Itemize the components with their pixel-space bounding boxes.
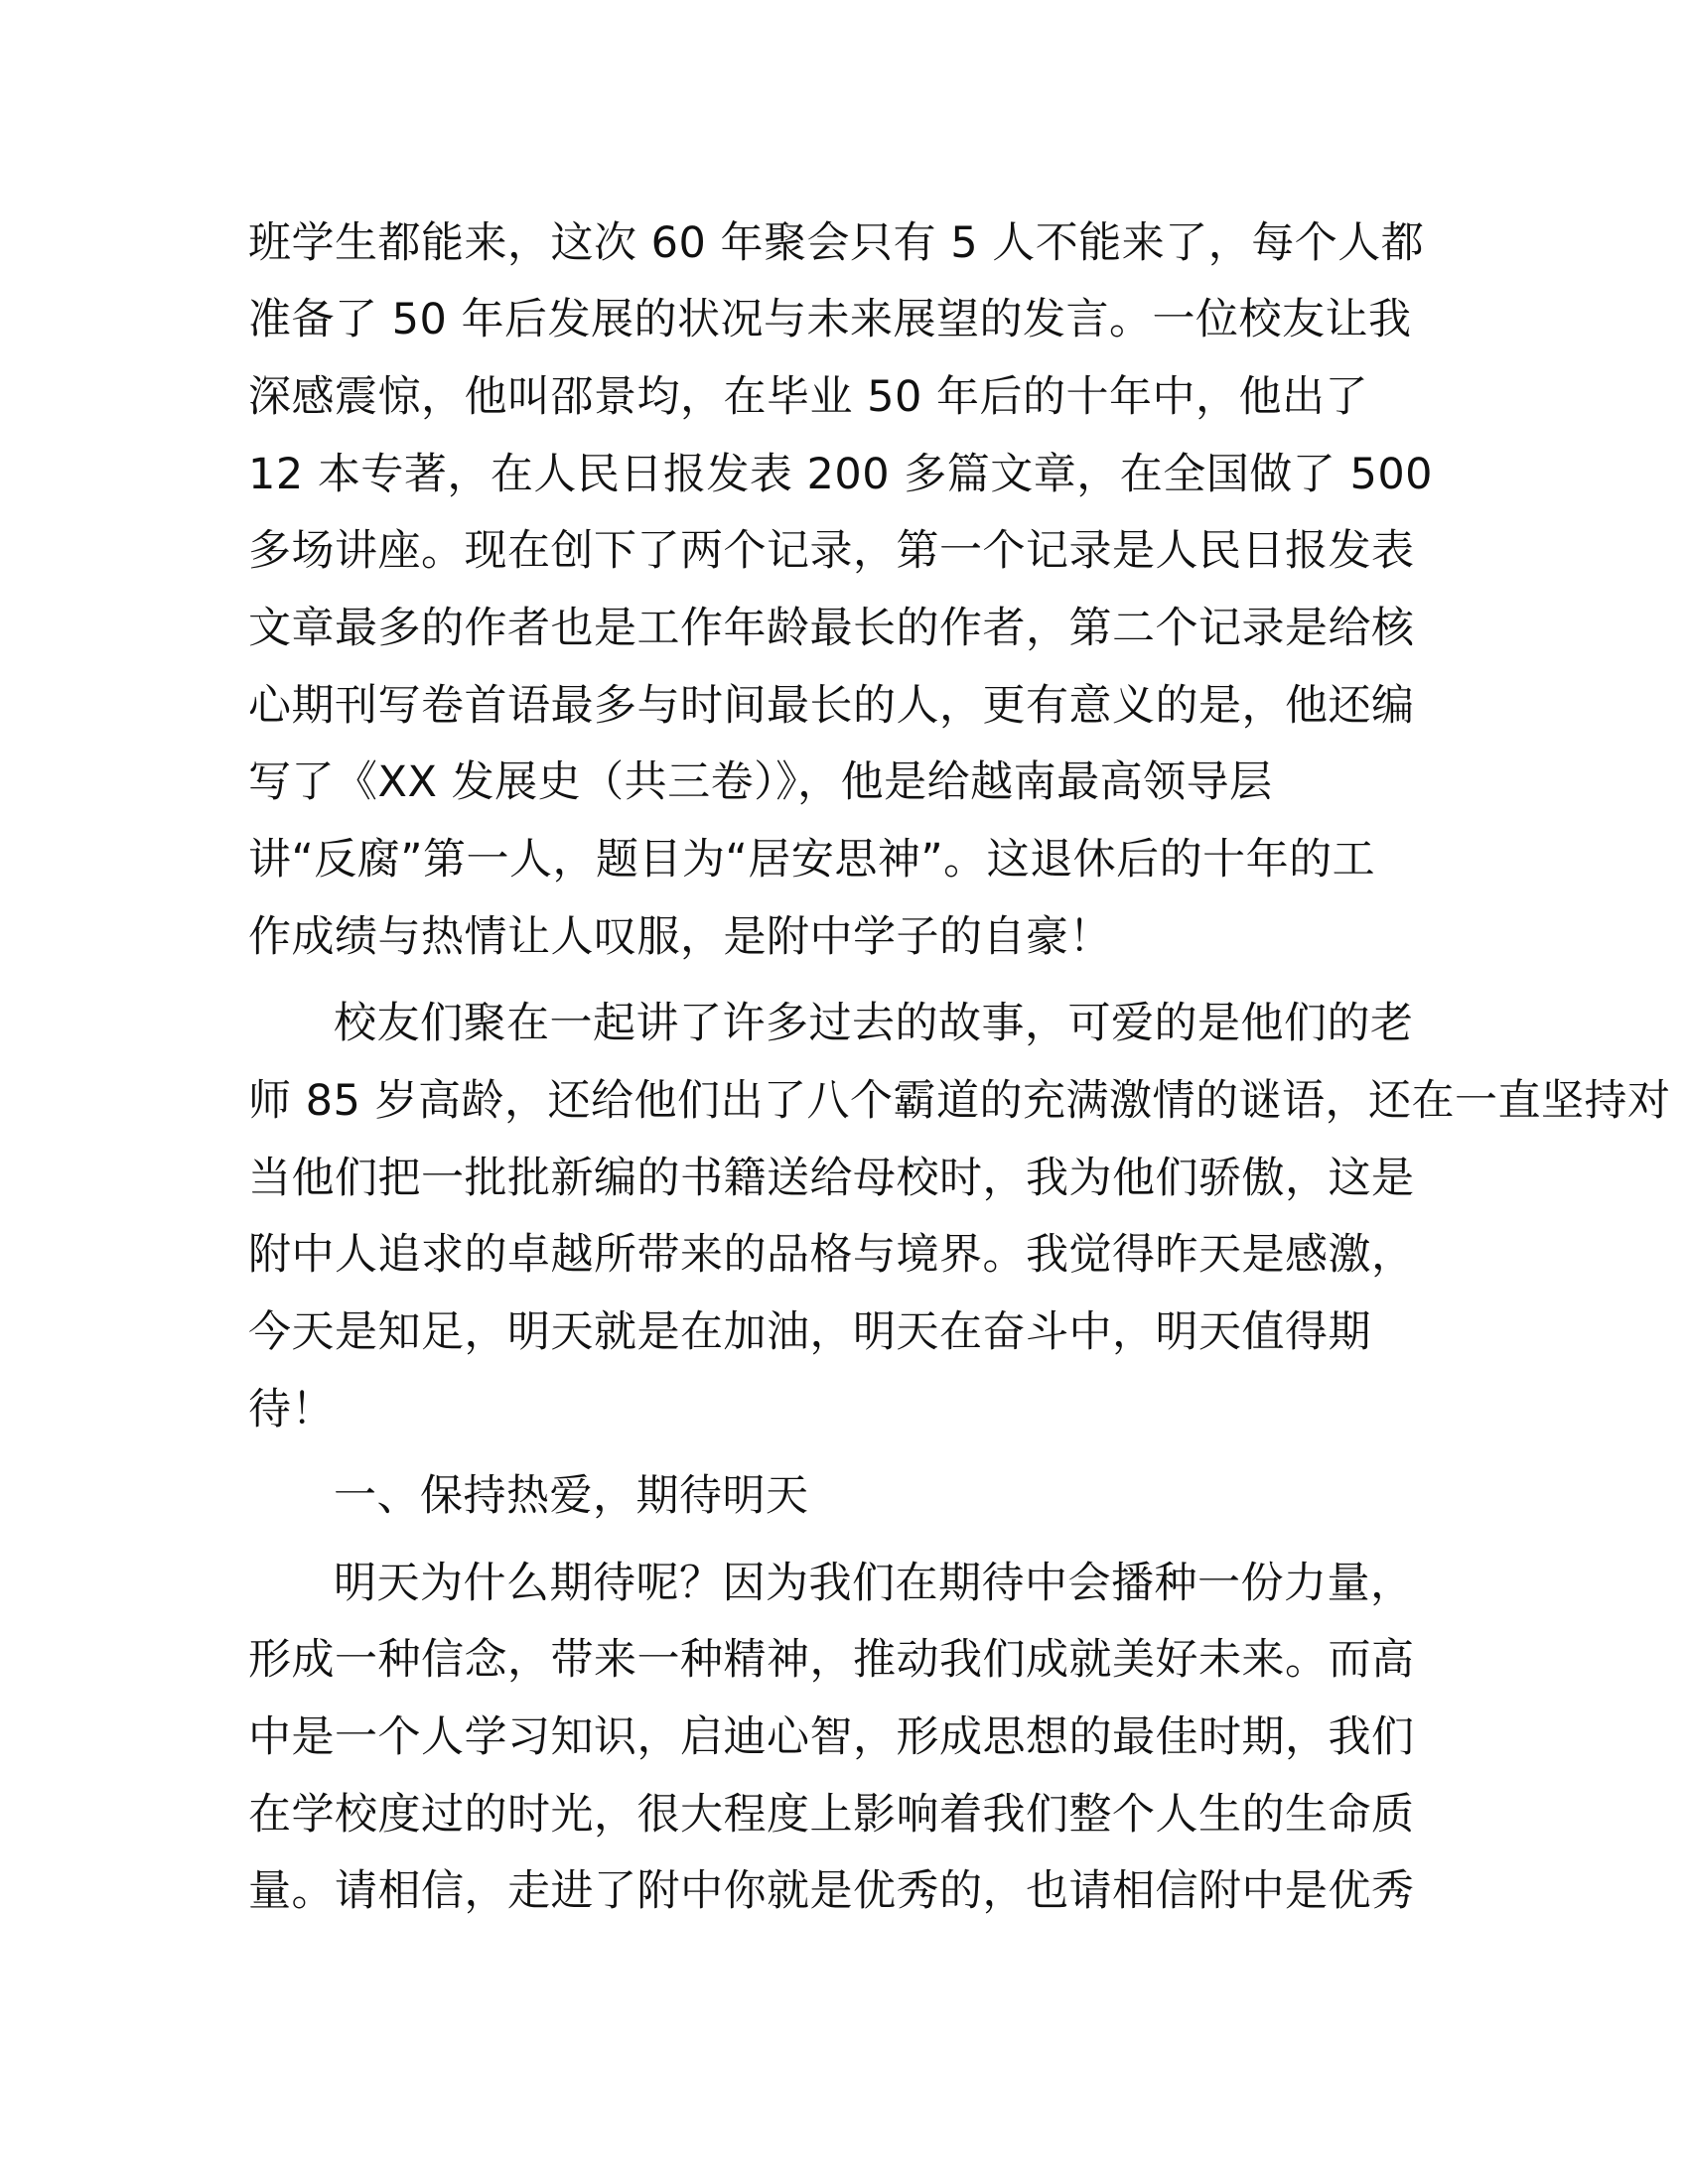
text-line: 班学生都能来，这次 60 年聚会只有 5 人不能来了，每个人都 xyxy=(248,218,1425,268)
text-line: 当他们把一批批新编的书籍送给母校时，我为他们骄傲，这是 xyxy=(248,1154,1415,1203)
text-line: 形成一种信念，带来一种精神，推动我们成就美好未来。而高 xyxy=(248,1635,1415,1685)
text-line: 深感震惊，他叫邵景均，在毕业 50 年后的十年中，他出了 xyxy=(248,372,1369,422)
text-line: 讲“反腐”第一人，题目为“居安思神”。这退休后的十年的工 xyxy=(248,835,1376,885)
text-line: 心期刊写卷首语最多与时间最长的人，更有意义的是，他还编 xyxy=(248,681,1415,731)
text-line: 师 85 岁高龄，还给他们出了八个霸道的充满激情的谜语，还在一直坚持对 xyxy=(248,1076,1671,1126)
text-line: 准备了 50 年后发展的状况与未来展望的发言。一位校友让我 xyxy=(248,295,1412,344)
paragraph-first-line: 明天为什么期待呢？因为我们在期待中会播种一份力量， xyxy=(334,1559,1414,1608)
section-heading: 一、保持热爱，期待明天 xyxy=(334,1471,809,1521)
text-line: 在学校度过的时光，很大程度上影响着我们整个人生的生命质 xyxy=(248,1790,1415,1840)
text-line: 多场讲座。现在创下了两个记录，第一个记录是人民日报发表 xyxy=(248,526,1415,576)
text-line: 附中人追求的卓越所带来的品格与境界。我觉得昨天是感激， xyxy=(248,1230,1415,1280)
text-line: 中是一个人学习知识，启迪心智，形成思想的最佳时期，我们 xyxy=(248,1712,1415,1762)
paragraph-first-line: 校友们聚在一起讲了许多过去的故事，可爱的是他们的老 xyxy=(334,999,1414,1048)
text-line: 待！ xyxy=(248,1385,335,1434)
text-line: 12 本专著，在人民日报发表 200 多篇文章，在全国做了 500 xyxy=(248,450,1434,499)
text-line: 文章最多的作者也是工作年龄最长的作者，第二个记录是给核 xyxy=(248,604,1415,653)
text-line: 写了《XX 发展史（共三卷）》，他是给越南最高领导层 xyxy=(248,757,1273,807)
text-line: 作成绩与热情让人叹服，是附中学子的自豪！ xyxy=(248,912,1112,962)
text-line: 量。请相信，走进了附中你就是优秀的，也请相信附中是优秀 xyxy=(248,1866,1415,1916)
text-line: 今天是知足，明天就是在加油，明天在奋斗中，明天值得期 xyxy=(248,1307,1371,1357)
